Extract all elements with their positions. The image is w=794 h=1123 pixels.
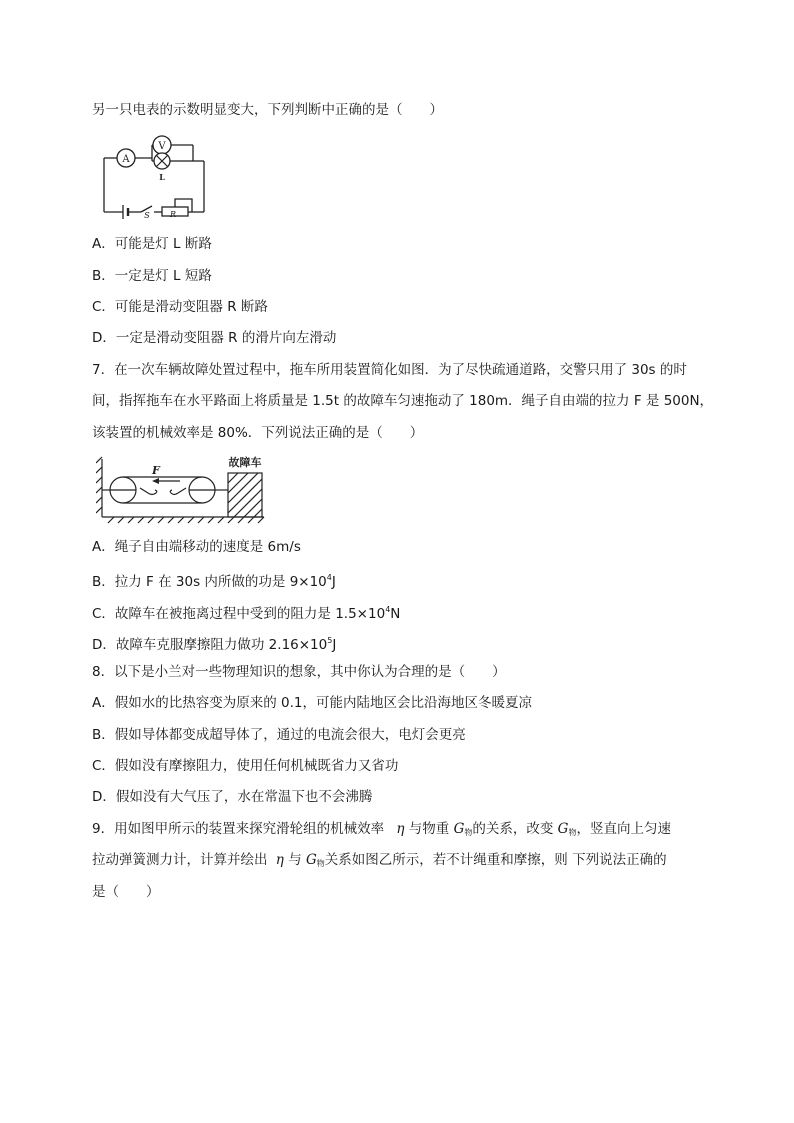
- option-6d: D．一定是滑动变阻器 R 的滑片向左滑动: [92, 330, 337, 346]
- arrowhead-icon: [152, 478, 159, 484]
- lamp-label: L: [159, 172, 165, 182]
- option-7d: [92, 631, 336, 655]
- q6-stem-tail: 另一只电表的示数明显变大，下列判断中正确的是（ ）: [92, 102, 443, 118]
- voltmeter-label: V: [158, 141, 166, 152]
- q9-text-1d: ，竖直向上匀速: [576, 821, 671, 837]
- rheostat-label: R: [169, 210, 177, 219]
- option-6c: C．可能是滑动变阻器 R 断路: [92, 299, 268, 315]
- option-7b-exponent: 4: [326, 573, 332, 582]
- option-7a: A．绳子自由端移动的速度是 6m/s: [92, 539, 301, 555]
- g-subscript: 物: [316, 859, 325, 868]
- q9-stem-line1: [92, 819, 671, 843]
- q8-stem: 8．以下是小兰对一些物理知识的想象，其中你认为合理的是（ ）: [92, 664, 506, 680]
- option-7b: [92, 568, 336, 592]
- car-label: 故障车: [228, 456, 262, 469]
- option-7d-text: D．故障车克服摩擦阻力做功 2.16×10: [92, 637, 328, 653]
- q7-stem-line3: 该装置的机械效率是 80%．下列说法正确的是（ ）: [92, 425, 424, 441]
- g-subscript: 物: [464, 828, 473, 837]
- broken-car-block: [228, 473, 262, 517]
- force-label: F: [152, 464, 160, 477]
- q9-stem-line2: [92, 850, 667, 874]
- g-symbol: G: [305, 852, 317, 868]
- switch-label: S: [144, 211, 150, 220]
- g-subscript: 物: [568, 828, 577, 837]
- q9-text-2b: 与: [288, 852, 302, 868]
- q7-stem-line2: 间，指挥拖车在水平路面上将质量是 1.5t 的故障车匀速拖动了 180m．绳子自由端的拉力 F 是 500N，: [92, 393, 714, 409]
- eta-symbol: η: [396, 821, 405, 837]
- ammeter-label: A: [122, 154, 130, 165]
- option-6b: B．一定是灯 L 短路: [92, 268, 212, 284]
- option-8a: A．假如水的比热容变为原来的 0.1，可能内陆地区会比沿海地区冬暖夏凉: [92, 695, 532, 711]
- q9-text-1b: 与物重: [408, 821, 450, 837]
- option-7d-exponent: 5: [327, 636, 333, 645]
- q9-text-2c: 关系如图乙所示，若不计绳重和摩擦，则 下列说法正确的: [324, 852, 667, 868]
- option-8d: D．假如没有大气压了，水在常温下也不会沸腾: [92, 789, 373, 805]
- q9-text-2a: 拉动弹簧测力计，计算并绘出: [92, 852, 268, 868]
- lamp-icon: [153, 153, 179, 169]
- option-8b: B．假如导体都变成超导体了，通过的电流会很大，电灯会更亮: [92, 727, 466, 743]
- option-7c-text: C．故障车在被拖离过程中受到的阻力是 1.5×10: [92, 606, 386, 622]
- option-7c-unit: N: [390, 606, 401, 622]
- g-symbol: G: [557, 821, 569, 837]
- eta-symbol: η: [275, 852, 284, 868]
- q9-text-1a: 9．用如图甲所示的装置来探究滑轮组的机械效率: [92, 821, 385, 837]
- option-7c-exponent: 4: [385, 605, 391, 614]
- g-symbol: G: [453, 821, 465, 837]
- option-7c: [92, 600, 400, 624]
- q9-stem-line3: 是（ ）: [92, 884, 160, 900]
- option-8c: C．假如没有摩擦阻力，使用任何机械既省力又省功: [92, 758, 399, 774]
- q9-text-1c: 的关系，改变: [472, 821, 554, 837]
- option-7b-text: B．拉力 F 在 30s 内所做的功是 9×10: [92, 574, 327, 590]
- tow-truck-diagram: [96, 453, 268, 525]
- option-7b-unit: J: [331, 574, 336, 590]
- option-6a: A．可能是灯 L 断路: [92, 236, 212, 252]
- option-7d-unit: J: [332, 637, 337, 653]
- q7-stem-line1: 7．在一次车辆故障处置过程中，拖车所用装置简化如图．为了尽快疏通道路，交警只用了 30s 的时: [92, 362, 687, 378]
- circuit-diagram: [96, 130, 208, 220]
